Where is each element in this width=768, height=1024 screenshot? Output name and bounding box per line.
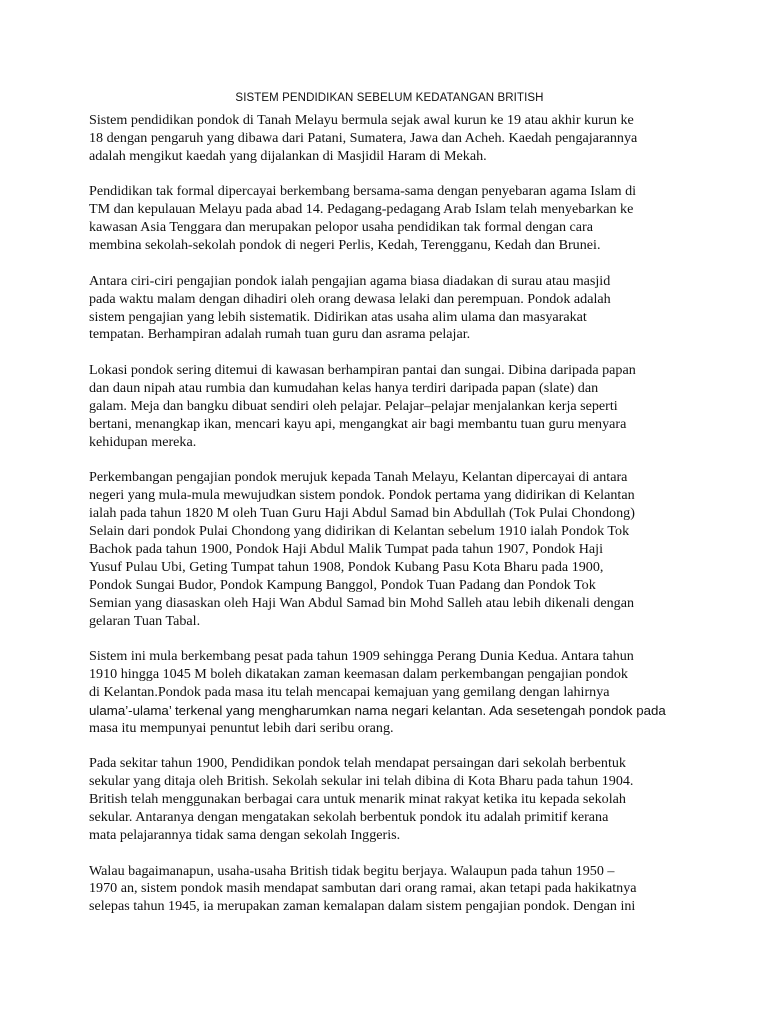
text-line: Pendidikan tak formal dipercayai berkembang bersama-sama dengan penyebaran agama Islam di <box>89 183 637 200</box>
text-line: Sistem pendidikan pondok di Tanah Melayu bermula sejak awal kurun ke 19 atau akhir kurun ke <box>89 112 634 128</box>
text-line: membina sekolah-sekolah pondok di negeri Perlis, Kedah, Terengganu, Kedah dan Brunei. <box>89 237 601 254</box>
text-line: British telah menggunakan berbagai cara untuk menarik minat rakyat ketika itu kepada sekolah <box>89 791 626 808</box>
paragraph-8 <box>89 863 690 917</box>
text-line: galam. Meja dan bangku dibuat sendiri oleh pelajar. Pelajar–pelajar menjalankan kerja seperti <box>89 397 618 414</box>
text-line: Semian yang diasaskan oleh Haji Wan Abdul Samad bin Mohd Salleh atau lebih dikenali dengan <box>89 594 635 611</box>
paragraph-6 <box>89 648 690 738</box>
text-line: ialah pada tahun 1820 M oleh Tuan Guru Haji Abdul Samad bin Abdullah (Tok Pulai Chondong) <box>89 505 635 522</box>
text-line: 1910 hingga 1045 M boleh dikatakan zaman keemasan dalam perkembangan pengajian pondok <box>89 666 628 682</box>
text-line: 1970 an, sistem pondok masih mendapat sambutan dari orang ramai, akan tetapi pada hakikatnya <box>89 880 637 897</box>
paragraph-5 <box>89 469 690 630</box>
text-line: sekular. Antaranya dengan mengatakan sekolah berbentuk pondok itu adalah primitif kerana <box>89 809 609 826</box>
text-line: Sistem ini mula berkembang pesat pada tahun 1909 sehingga Perang Dunia Kedua. Antara tahun <box>89 648 634 665</box>
text-line: ulama’-ulama’ terkenal yang mengharumkan nama negari kelantan. Ada sesetengah pondok pada <box>89 702 666 718</box>
paragraph-1 <box>89 112 690 166</box>
text-line: Perkembangan pengajian pondok merujuk kepada Tanah Melayu, Kelantan dipercayai di antara <box>89 469 628 486</box>
text-line: Yusuf Pulau Ubi, Geting Tumpat tahun 1908, Pondok Kubang Pasu Kota Bharu pada 1900, <box>89 558 604 575</box>
text-line: sistem pengajian yang lebih sistematik. Didirikan atas usaha alim ulama dan masyarakat <box>89 308 587 325</box>
text-line: Antara ciri-ciri pengajian pondok ialah pengajian agama biasa diadakan di surau atau masjid <box>89 272 611 289</box>
text-line: Walau bagaimanapun, usaha-usaha British tidak begitu berjaya. Walaupun pada tahun 1950 – <box>89 862 615 879</box>
text-line: Bachok pada tahun 1900, Pondok Haji Abdul Malik Tumpat pada tahun 1907, Pondok Haji <box>89 540 603 557</box>
text-line: bertani, menangkap ikan, mencari kayu api, mengangkat air bagi membantu tuan guru menyara <box>89 415 627 432</box>
paragraph-7 <box>89 755 690 845</box>
text-line: kawasan Asia Tenggara dan merupakan pelopor usaha pendidikan tak formal dengan cara <box>89 219 593 236</box>
text-line: Pondok Sungai Budor, Pondok Kampung Banggol, Pondok Tuan Padang dan Pondok Tok <box>89 576 596 593</box>
text-line: TM dan kepulauan Melayu pada abad 14. Pedagang-pedagang Arab Islam telah menyebarkan ke <box>89 201 634 218</box>
page-title: SISTEM PENDIDIKAN SEBELUM KEDATANGAN BRITISH <box>235 92 544 104</box>
text-line: gelaran Tuan Tabal. <box>89 612 201 629</box>
text-line: mata pelajarannya tidak sama dengan sekolah Inggeris. <box>89 826 401 843</box>
paragraph-3 <box>89 273 690 345</box>
text-line: kehidupan mereka. <box>89 433 197 450</box>
text-line: Pada sekitar tahun 1900, Pendidikan pondok telah mendapat persaingan dari sekolah berbentuk <box>89 755 626 772</box>
text-line: selepas tahun 1945, ia merupakan zaman kemalapan dalam sistem pengajian pondok. Dengan ini <box>89 898 636 915</box>
text-line: negeri yang mula-mula mewujudkan sistem pondok. Pondok pertama yang didirikan di Kelantan <box>89 487 635 504</box>
text-line: adalah mengikut kaedah yang dijalankan di Masjidil Haram di Mekah. <box>89 147 487 164</box>
paragraph-2 <box>89 183 690 255</box>
text-line: di Kelantan.Pondok pada masa itu telah mencapai kemajuan yang gemilang dengan lahirnya <box>89 683 610 700</box>
text-line: sekular yang ditaja oleh British. Sekolah sekular ini telah dibina di Kota Bharu pada tahun 1904. <box>89 773 634 790</box>
paragraph-4 <box>89 362 690 452</box>
text-line: dan daun nipah atau rumbia dan kumudahan kelas hanya terdiri daripada papan (slate) dan <box>89 379 599 396</box>
text-line: Lokasi pondok sering ditemui di kawasan berhampiran pantai dan sungai. Dibina daripada papan <box>89 362 636 379</box>
text-line: 18 dengan pengaruh yang dibawa dari Patani, Sumatera, Jawa dan Acheh. Kaedah pengajarannya <box>89 129 638 146</box>
text-line: Selain dari pondok Pulai Chondong yang didirikan di Kelantan sebelum 1910 ialah Pondok Tok <box>89 522 630 539</box>
text-line: pada waktu malam dengan dihadiri oleh orang dewasa lelaki dan perempuan. Pondok adalah <box>89 290 611 307</box>
text-line: tempatan. Berhampiran adalah rumah tuan guru dan asrama pelajar. <box>89 326 471 343</box>
text-line: masa itu mempunyai penuntut lebih dari seribu orang. <box>89 719 394 736</box>
